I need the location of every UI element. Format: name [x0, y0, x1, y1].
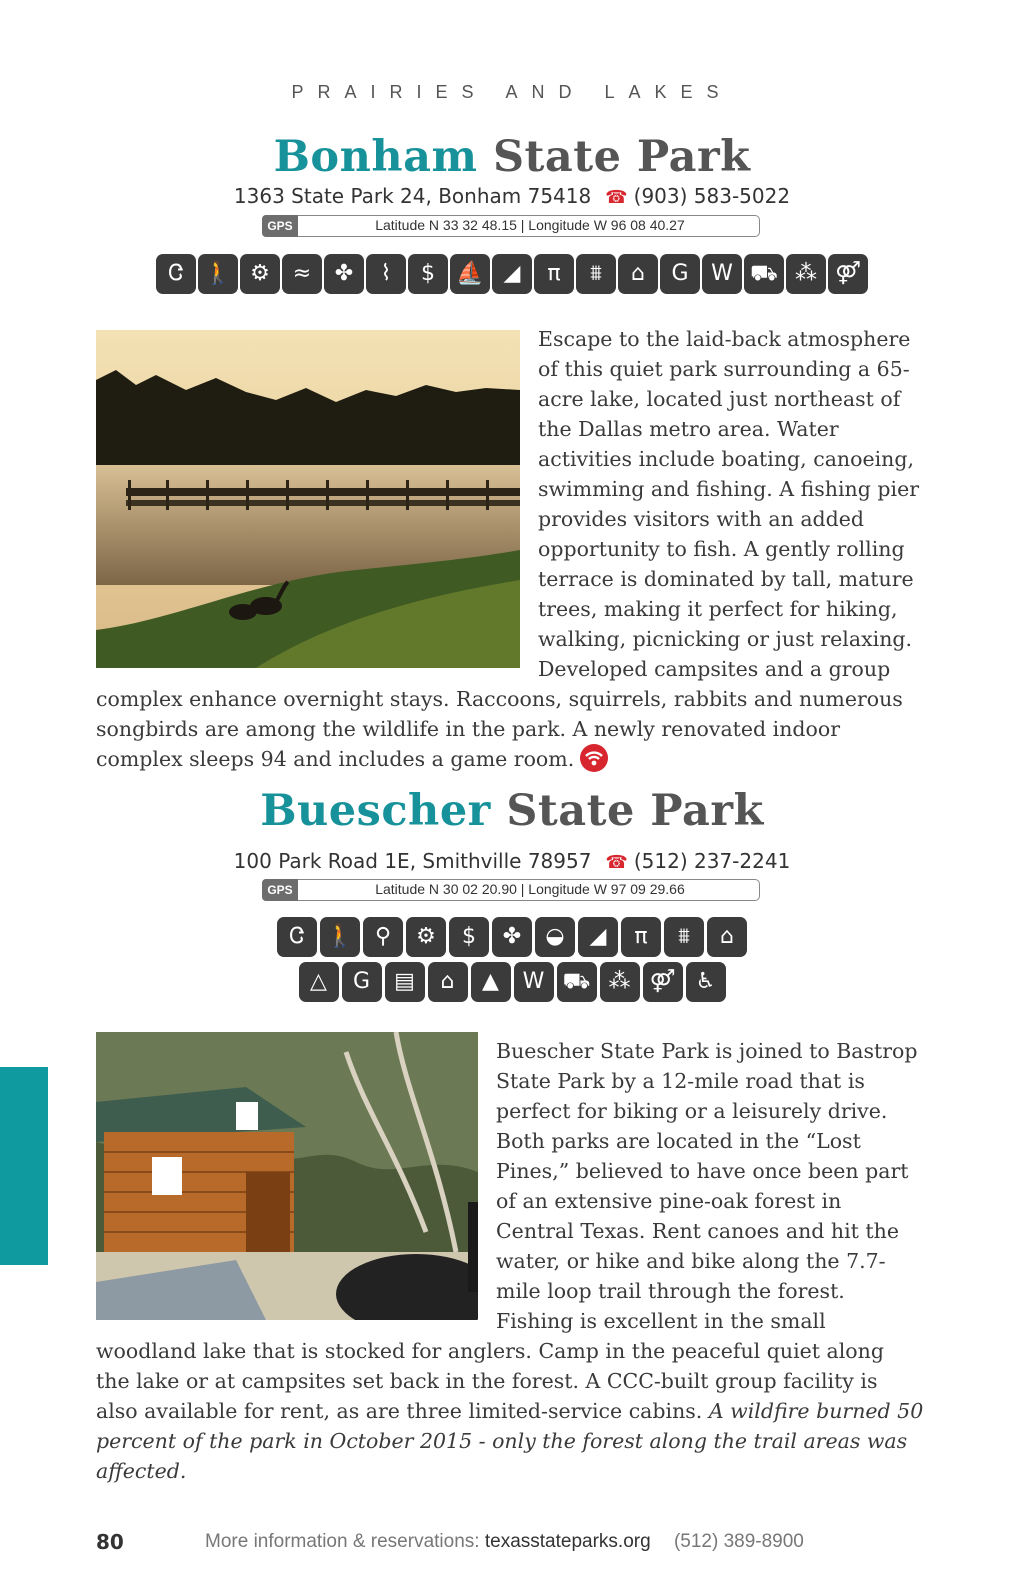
boat-rental-icon: $: [408, 254, 448, 294]
buescher-description-block: [96, 1036, 924, 1486]
address-text: 100 Park Road 1E, Smithville 78957: [233, 849, 592, 873]
hiking-icon: 🚶: [198, 254, 238, 294]
biking-icon: ⚲: [363, 917, 403, 957]
amenity-icons-buescher-row2: [0, 962, 1024, 1002]
rv-dump-icon: ⛟: [744, 254, 784, 294]
address-text: 1363 State Park 24, Bonham 75418: [233, 184, 592, 208]
gps-box-bonham: [262, 215, 760, 237]
wifi-icon: [580, 744, 608, 772]
phone-icon: ☎: [605, 187, 628, 208]
store-icon: ⌂: [707, 917, 747, 957]
gps-tag: GPS: [262, 215, 298, 237]
phone-number[interactable]: (512) 237-2241: [633, 849, 791, 873]
bonham-description: Escape to the laid-back atmosphere of this quiet park surrounding a 65-acre lake, located just northeast of the Dallas metro area. Water activities include boating, canoeing, swimming and fishing. A fishing pier provides visitors with an added opportunity to fish. A gently rolling terrace is dominated by tall, mature trees, making it perfect for hiking, walking, picnicking or just relaxing. Developed campsites and a group complex enhance overnight stays. Raccoons, squirrels, rabbits and numerous songbirds are among the wildlife in the park. A newly renovated indoor complex sleeps 94 and includes a game room.: [96, 327, 920, 771]
gps-coordinates: Latitude N 33 32 48.15 | Longitude W 96 08 40.27: [375, 217, 685, 233]
chapter-side-tab: [0, 1067, 48, 1265]
group-facility-icon: G: [660, 254, 700, 294]
hiking-icon: 🚶: [320, 917, 360, 957]
footer-phone[interactable]: (512) 389-8900: [673, 1531, 804, 1552]
boat-rental-icon: $: [449, 917, 489, 957]
park-name-highlight: Bonham: [273, 132, 478, 182]
park-name-rest: State Park: [492, 132, 751, 182]
section-label: PRAIRIES AND LAKES: [291, 82, 733, 102]
park-name-rest: State Park: [506, 786, 764, 836]
picnic-icon: π: [534, 254, 574, 294]
park-title-bonham: [0, 132, 1024, 182]
gps-coordinates: Latitude N 30 02 20.90 | Longitude W 97 09 29.66: [375, 881, 685, 897]
fishing-icon: ✤: [492, 917, 532, 957]
wifi-area-icon: W: [514, 962, 554, 1002]
fishing-pier-icon: ⌇: [366, 254, 406, 294]
showers-icon: ⁂: [600, 962, 640, 1002]
footer-url-link[interactable]: texasstateparks.org: [484, 1531, 651, 1552]
accessible-icon: ♿: [686, 962, 726, 1002]
gps-box-buescher: [262, 879, 760, 901]
water-skiing-icon: ◢: [578, 917, 618, 957]
wifi-area-icon: W: [702, 254, 742, 294]
group-picnic-icon: ⩩: [576, 254, 616, 294]
cabin-forest-image: [96, 1032, 478, 1320]
mountain-biking-icon: ⚙: [406, 917, 446, 957]
cabin-icon: ⌂: [428, 962, 468, 1002]
water-skiing-icon: ◢: [492, 254, 532, 294]
amenity-icons-bonham: [0, 254, 1024, 294]
park-name-highlight: Buescher: [260, 786, 491, 836]
mountain-biking-icon: ⚙: [240, 254, 280, 294]
phone-number[interactable]: (903) 583-5022: [633, 184, 791, 208]
lake-pier-geese-image: [96, 330, 520, 668]
group-facility-icon: G: [342, 962, 382, 1002]
park-address-buescher: [0, 849, 1024, 873]
page-number: 80: [96, 1530, 124, 1554]
park-address-bonham: [0, 184, 1024, 208]
primitive-camping-icon: △: [299, 962, 339, 1002]
picnic-icon: π: [621, 917, 661, 957]
footer-info: [205, 1531, 804, 1553]
tent-camping-icon: ▲: [471, 962, 511, 1002]
buescher-cabin-photo: [96, 1032, 478, 1330]
gps-tag: GPS: [262, 879, 298, 901]
swimming-icon: ≈: [282, 254, 322, 294]
phone-icon: ☎: [605, 852, 628, 873]
ccc-icon: Ꮳ: [156, 254, 196, 294]
amenity-icons-buescher-row1: [0, 917, 1024, 957]
rv-dump-icon: ⛟: [557, 962, 597, 1002]
group-picnic-icon: ⩩: [664, 917, 704, 957]
bonham-lake-photo: [96, 330, 520, 674]
buescher-wildfire-note: A wildfire burned 50 percent of the park in October 2015 - only the forest along the trail areas was affected.: [96, 1399, 924, 1483]
bonham-description-block: [96, 324, 924, 775]
store-icon: ⌂: [618, 254, 658, 294]
showers-icon: ⁂: [786, 254, 826, 294]
fishing-icon: ✤: [324, 254, 364, 294]
restrooms-icon: ⚤: [643, 962, 683, 1002]
boat-ramp-icon: ⛵: [450, 254, 490, 294]
footer-info-label: More information & reservations:: [205, 1531, 480, 1552]
park-title-buescher: [0, 786, 1024, 836]
restrooms-icon: ⚤: [828, 254, 868, 294]
screened-shelter-icon: ▤: [385, 962, 425, 1002]
canoe-icon: ◒: [535, 917, 575, 957]
buescher-description: Buescher State Park is joined to Bastrop State Park by a 12-mile road that is perfect for biking or a leisurely drive. Both parks are located in the “Lost Pines,” believed to have once been part of an extensive pine-oak forest in Central Texas. Rent canoes and hit the water, or hike and bike along the 7.7-mile loop trail through the forest. Fishing is excellent in the small woodland lake that is stocked for anglers. Camp in the peaceful quiet along the lake or at campsites set back in the forest. A CCC-built group facility is also available for rent, as are three limited-service cabins.: [96, 1039, 918, 1423]
ccc-icon: Ꮳ: [277, 917, 317, 957]
